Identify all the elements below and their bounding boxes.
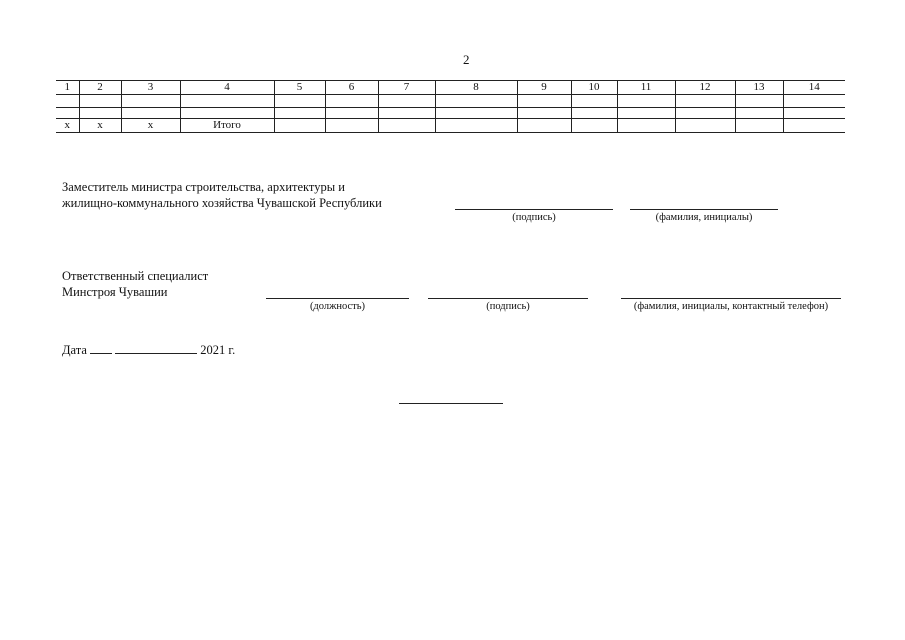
table-cell [79, 95, 121, 108]
table-cell [617, 95, 675, 108]
header-cell: 14 [783, 81, 845, 95]
deputy-signature-caption: (подпись) [512, 212, 556, 223]
table-cell [180, 108, 274, 119]
header-cell: 13 [735, 81, 783, 95]
total-cell [517, 119, 571, 133]
total-cell: х [56, 119, 79, 133]
table-cell [517, 108, 571, 119]
table-cell [325, 108, 378, 119]
header-cell: 10 [571, 81, 617, 95]
table-cell [378, 95, 435, 108]
specialist-title-line1: Ответственный специалист [62, 269, 209, 283]
date-month-blank [115, 343, 197, 354]
table-cell [783, 108, 845, 119]
total-cell [783, 119, 845, 133]
total-cell: х [79, 119, 121, 133]
table-cell [517, 95, 571, 108]
header-cell: 5 [274, 81, 325, 95]
table-cell [180, 95, 274, 108]
deputy-title [62, 179, 382, 211]
deputy-title-line2: жилищно-коммунального хозяйства Чувашской Республики [62, 196, 382, 210]
date-label: Дата [62, 343, 87, 357]
deputy-signature-line [455, 209, 613, 210]
total-cell [274, 119, 325, 133]
header-cell: 6 [325, 81, 378, 95]
header-cell: 11 [617, 81, 675, 95]
report-table [56, 80, 845, 133]
specialist-position-line [266, 298, 409, 299]
total-cell [325, 119, 378, 133]
specialist-signature-caption: (подпись) [486, 301, 530, 312]
table-cell [783, 95, 845, 108]
table-row [56, 95, 845, 108]
table-cell [735, 108, 783, 119]
table-cell [675, 108, 735, 119]
header-cell: 8 [435, 81, 517, 95]
table-cell [378, 108, 435, 119]
total-cell [378, 119, 435, 133]
date-line [62, 343, 235, 358]
table-header-row [56, 81, 845, 95]
header-cell: 9 [517, 81, 571, 95]
total-label-cell: Итого [180, 119, 274, 133]
table-cell [571, 108, 617, 119]
specialist-signature-line [428, 298, 588, 299]
specialist-position-caption: (должность) [309, 301, 366, 312]
table-cell [435, 95, 517, 108]
table-cell [274, 108, 325, 119]
table-total-row [56, 119, 845, 133]
table-cell [56, 95, 79, 108]
specialist-name-caption: (фамилия, инициалы, контактный телефон) [633, 301, 829, 312]
date-year: 2021 г. [200, 343, 236, 357]
table-cell [571, 95, 617, 108]
table-row [56, 108, 845, 119]
table-cell [325, 95, 378, 108]
table-cell [675, 95, 735, 108]
total-cell [571, 119, 617, 133]
header-cell: 4 [180, 81, 274, 95]
header-cell: 2 [79, 81, 121, 95]
table-cell [274, 95, 325, 108]
deputy-name-caption: (фамилия, инициалы) [655, 212, 753, 223]
header-cell: 1 [56, 81, 79, 95]
table-cell [617, 108, 675, 119]
total-cell [435, 119, 517, 133]
header-cell: 3 [121, 81, 180, 95]
total-cell [617, 119, 675, 133]
page-number: 2 [463, 52, 470, 67]
specialist-title-line2: Минстроя Чувашии [62, 285, 168, 299]
table-cell [735, 95, 783, 108]
table-cell [435, 108, 517, 119]
end-rule [399, 403, 503, 404]
specialist-name-line [621, 298, 841, 299]
table-cell [121, 108, 180, 119]
total-cell [735, 119, 783, 133]
date-day-blank [90, 343, 112, 354]
total-cell: х [121, 119, 180, 133]
total-cell [675, 119, 735, 133]
table-cell [79, 108, 121, 119]
specialist-title [62, 268, 208, 300]
table-cell [121, 95, 180, 108]
table-cell [56, 108, 79, 119]
deputy-title-line1: Заместитель министра строительства, архитектуры и [62, 180, 345, 194]
header-cell: 7 [378, 81, 435, 95]
deputy-name-line [630, 209, 778, 210]
header-cell: 12 [675, 81, 735, 95]
